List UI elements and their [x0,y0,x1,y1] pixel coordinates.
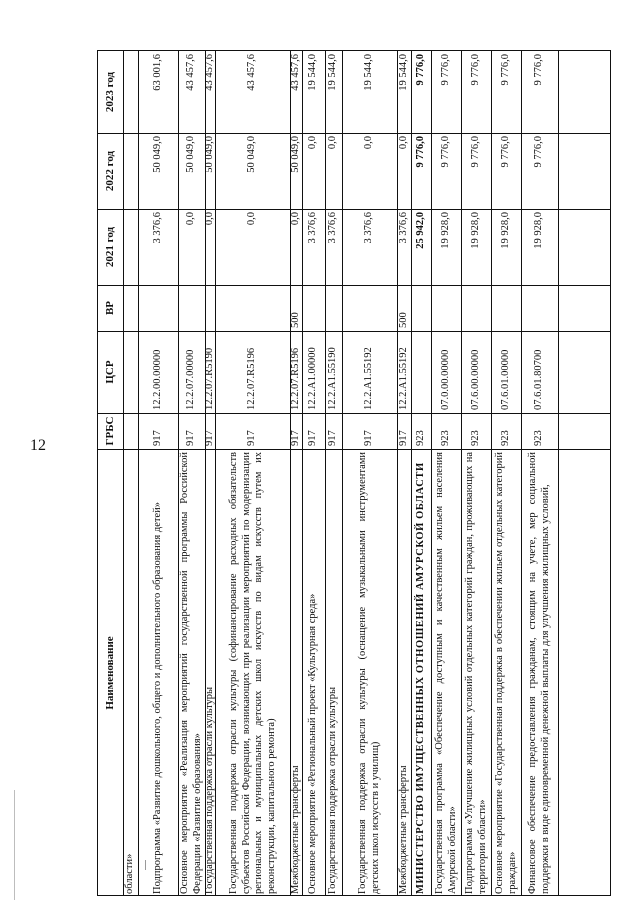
cell-grbs: 917 [397,430,409,446]
page-number: 12 [30,437,46,454]
column-border-y2021 [98,209,610,210]
cell-grbs: 923 [414,430,426,446]
cell-y2022: 0,0 [327,136,338,150]
cell-grbs: 917 [327,430,338,446]
header-y2022: 2022 год [104,150,116,192]
cell-csr: 12.2.A1.00000 [307,347,318,410]
cell-y2021: 19 928,0 [499,212,511,249]
column-border-y2022 [98,133,610,134]
cell-y2022: 50 049,0 [151,136,163,173]
column-border-csr [98,331,610,332]
cell-y2023: 19 544,0 [307,54,318,91]
budget-table [97,50,611,896]
cell-y2022: 9 776,0 [414,136,426,168]
cell-csr: 12.2.07.R5196 [289,347,301,410]
cell-grbs: 917 [246,430,257,446]
cell-name: Межбюджетные трансферты [397,765,409,894]
cell-y2022: 9 776,0 [469,136,481,168]
cell-grbs: 917 [363,430,374,446]
cell-grbs: 917 [203,430,215,446]
cell-y2021: 3 376,6 [327,212,338,244]
cell-y2022: 0,0 [307,136,318,150]
cell-y2023: 9 776,0 [439,54,451,86]
row-border [558,51,559,895]
cell-y2023: 43 457,6 [203,54,215,91]
cell-grbs: 923 [533,430,544,446]
row-border [325,51,326,895]
cell-y2023: 43 457,6 [185,54,196,91]
row-border [138,51,139,895]
cell-name: Основное мероприятие «Реализация мероприятий государственной программы Российской Федерации «Развитие образования» [179,452,203,894]
cell-csr: 12.2.A1.55192 [363,347,374,410]
cell-name: Подпрограмма «Развитие дошкольного, общего и дополнительного образования детей» [151,502,163,894]
cell-csr: 07.6.01.00000 [499,349,511,410]
cell-y2022: 0,0 [363,136,374,150]
column-border-grbs [98,413,610,414]
row-border [342,51,343,895]
column-border-name [98,449,610,450]
cell-name: Государственная программа «Обеспечение доступным и качественным жильем населения Амурской области» [433,452,457,894]
cell-y2021: 0,0 [289,212,301,226]
cell-grbs: 917 [307,430,318,446]
cell-y2021: 19 928,0 [533,212,544,249]
header-csr: ЦСР [104,360,116,384]
cell-y2022: 50 049,0 [203,136,215,173]
cell-y2021: 25 942,0 [414,212,426,249]
cell-y2023: 9 776,0 [414,54,426,86]
cell-y2023: 19 544,0 [327,54,338,91]
cell-y2021: 0,0 [185,212,196,226]
header-y2021: 2021 год [104,226,116,268]
cell-y2023: 43 457,6 [289,54,301,91]
cell-y2023: 19 544,0 [397,54,409,91]
cell-name: Финансовое обеспечение предоставления гражданам, стоящим на учете, мер социальной поддержки в виде единовременной денежной выплаты для улучшения жилищных условий, [527,452,551,894]
cell-y2022: 50 049,0 [289,136,301,173]
cell-name: Государственная поддержка отрасли культуры (софинансирование расходных обязательств субъектов Российской Федерации, возникающих при реализации мероприятий по модернизации региональных и муниципальных детских школ искусств по видам искусств путем их реконструкции, капитального ремонта) [227,452,276,894]
cell-grbs: 923 [439,430,451,446]
cell-csr: 12.2.A1.55190 [327,347,338,410]
cell-y2021: 3 376,6 [307,212,318,244]
header-vr: ВР [104,300,116,316]
cell-name: Государственная поддержка отрасли культуры [203,686,215,894]
cell-name: области» [124,853,135,894]
cell-name: Государственная поддержка отрасли культуры [327,686,338,894]
cell-grbs: 923 [499,430,511,446]
cell-y2021: 3 376,6 [151,212,163,244]
cell-y2021: 19 928,0 [469,212,481,249]
row-border [491,51,492,895]
cell-grbs: 917 [289,430,301,446]
column-border-vr [98,285,610,286]
cell-name: МИНИСТЕРСТВО ИМУЩЕСТВЕННЫХ ОТНОШЕНИЙ АМУРСКОЙ ОБЛАСТИ [414,462,426,894]
cell-csr: 12.2.07.00000 [185,349,196,410]
cell-grbs: 923 [469,430,481,446]
scan-margin-line [14,790,15,900]
cell-csr: 07.0.00.00000 [439,349,451,410]
cell-grbs: 917 [185,430,196,446]
cell-y2023: 63 001,6 [151,54,163,91]
cell-vr: 500 [397,312,409,328]
header-grbs: ГРБС [104,416,116,446]
cell-name: Подпрограмма «Улучшение жилищных условий отдельных категорий граждан, проживающих на территории области» [463,452,487,894]
cell-csr: 12.2.07.R5196 [246,347,257,410]
cell-csr: 07.6.00.00000 [469,349,481,410]
row-border [411,51,412,895]
header-y2023: 2023 год [104,71,116,113]
cell-csr: 12.2.A1.55192 [397,347,409,410]
cell-grbs: 917 [151,430,163,446]
cell-y2022: 9 776,0 [439,136,451,168]
cell-y2023: 19 544,0 [363,54,374,91]
header-name: Наименование [104,636,116,710]
cell-vr: 500 [289,312,301,328]
cell-csr: 07.6.01.80700 [533,349,544,410]
cell-name: Основное мероприятие «Региональный проект «Культурная среда» [307,593,318,894]
cell-y2023: 9 776,0 [469,54,481,86]
cell-y2023: 9 776,0 [499,54,511,86]
cell-name: Основное мероприятие «Государственная поддержка в обеспечении жильем отдельных категорий граждан» [493,452,517,894]
cell-y2021: 0,0 [246,212,257,226]
cell-y2022: 9 776,0 [533,136,544,168]
cell-csr: 12.2.00.00000 [151,349,163,410]
cell-name: Межбюджетные трансферты [289,765,301,894]
cell-y2022: 50 049,0 [246,136,257,173]
cell-name: Государственная поддержка отрасли культуры (оснащение музыкальными инструментами детских школ искусств и училищ) [357,452,381,894]
cell-y2022: 50 049,0 [185,136,196,173]
row-border [431,51,432,895]
cell-y2021: 3 376,6 [397,212,409,244]
cell-y2022: 0,0 [397,136,409,150]
cell-y2021: 3 376,6 [363,212,374,244]
cell-y2021: 19 928,0 [439,212,451,249]
cell-y2022: 9 776,0 [499,136,511,168]
row-border [521,51,522,895]
cell-y2023: 43 457,6 [246,54,257,91]
cell-y2021: 0,0 [203,212,215,226]
cell-csr: 12.2.07.R5190 [203,347,215,410]
cell-y2023: 9 776,0 [533,54,544,86]
row-border [461,51,462,895]
